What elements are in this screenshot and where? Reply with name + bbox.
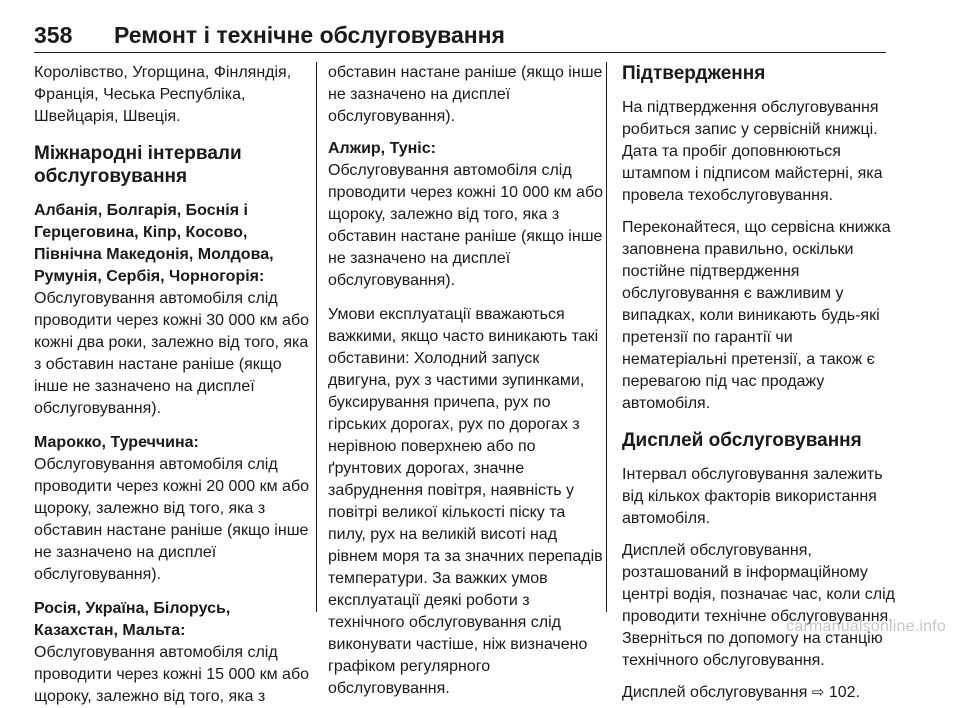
russia-heading: Росія, Україна, Білорусь, Казахстан, Мальта: (34, 600, 231, 639)
confirmation-paragraph-2: Переконайтеся, що сервісна книжка заповнена правильно, оскільки постійне підтвердження обслуговування є важливим у випадках, коли виникають будь-які претензії по гарантії чи нематеріальні претензії, а також є перевагою під час продажу автомобіля. (622, 219, 891, 412)
service-display-heading: Дисплей обслуговування (622, 430, 862, 451)
service-display-paragraph-1: Інтервал обслуговування залежить від кількох факторів використання автомобіля. (622, 466, 883, 527)
column-2 (328, 62, 606, 697)
albania-block (34, 200, 312, 420)
watermark: carmanualsonline.info (786, 618, 946, 635)
column-1 (34, 62, 312, 705)
algeria-heading: Алжир, Туніс: (328, 140, 436, 157)
algeria-text: Обслуговування автомобіля слід проводити через кожні 10 000 км або щороку, залежно від того, яка з обставин настане раніше (якщо інше не зазначено на дисплеї обслуговування). (328, 162, 603, 289)
russia-block (34, 598, 312, 708)
page-number: 358 (34, 22, 73, 48)
service-display-reference (622, 682, 900, 704)
albania-text: Обслуговування автомобіля слід проводити через кожні 30 000 км або кожні два роки, залежно від того, яка з обставин настане раніше (якщо інше не зазначено на дисплеї обслуговування). (34, 290, 309, 417)
morocco-text: Обслуговування автомобіля слід проводити через кожні 20 000 км або щороку, залежно від того, яка з обставин настане раніше (якщо інше не зазначено на дисплеї обслуговування). (34, 456, 309, 583)
confirmation-heading: Підтвердження (622, 63, 766, 84)
international-intervals-heading: Міжнародні інтервали обслуговування (34, 143, 242, 187)
header-divider (34, 52, 886, 53)
russia-text-continued: обставин настане раніше (якщо інше не зазначено на дисплеї обслуговування). (328, 64, 603, 125)
reference-text: Дисплей обслуговування (622, 684, 808, 701)
morocco-heading: Марокко, Туреччина: (34, 434, 199, 451)
page-header (34, 22, 884, 52)
service-display-paragraph-2: Дисплей обслуговування, розташований в інформаційному центрі водія, позначає час, коли слід проводити технічне обслуговування. Зверніться по допомогу на станцію технічного обслуговування. (622, 542, 895, 669)
confirmation-paragraph-1: На підтвердження обслуговування робиться запис у сервісній книжці. Дата та пробіг доповнюються штампом і підписом майстерні, яка провела техобслуговування. (622, 99, 883, 204)
column-divider-1 (316, 62, 317, 612)
russia-text: Обслуговування автомобіля слід проводити через кожні 15 000 км або щороку, залежно від того, яка з (34, 644, 309, 705)
morocco-block (34, 432, 312, 586)
algeria-block (328, 138, 606, 292)
reference-page-link[interactable]: 102. (828, 684, 860, 701)
severe-conditions-paragraph: Умови експлуатації вважаються важкими, якщо часто виникають такі обставини: Холодний запуск двигуна, рух з частими зупинками, буксирування причепа, рух по гірських дорогах, рух по дорогах з нерівною поверхнею або по ґрунтових дорогах, значне забруднення повітря, наявність у повітрі великої кількості піску та пилу, рух на великій висоті над рівнем моря та за значних перепадів температури. За важких умов експлуатації деякі роботи з технічного обслуговування слід виконувати частіше, ніж визначено графіком регулярного обслуговування. (328, 306, 603, 697)
page-reference-arrow-icon: ⇨ (811, 684, 825, 701)
column-divider-2 (606, 62, 607, 612)
page-title: Ремонт і технічне обслуговування (114, 22, 505, 48)
countries-paragraph: Королівство, Угорщина, Фінляндія, Франція, Чеська Республіка, Швейцарія, Швеція. (34, 64, 292, 125)
albania-heading: Албанія, Болгарія, Боснія і Герцеговина, Кіпр, Косово, Північна Македонія, Молдова, Румунія, Сербія, Чорногорія: (34, 202, 274, 285)
